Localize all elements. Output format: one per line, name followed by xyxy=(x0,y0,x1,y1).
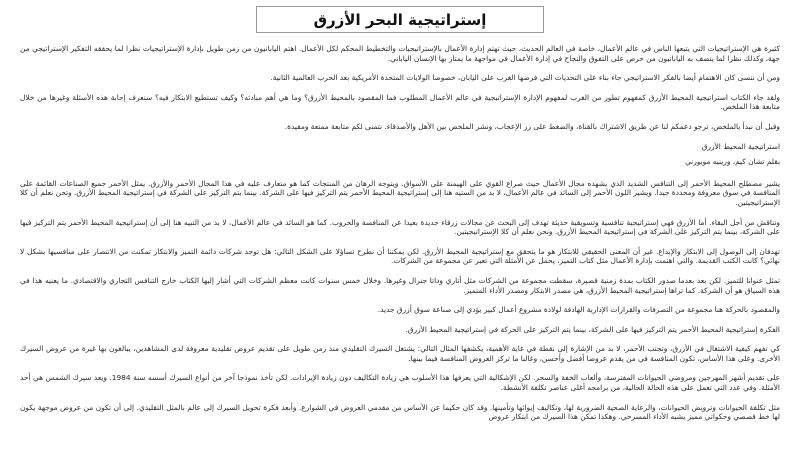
paragraph: ومن أن ننسى كان الاهتمام أيضا بالفكر الاستراتيجي جاء بناء على التحديات التي فرضها الغرب على اليابان، خصوصا الولايات المتحدة الأمريكية بعد الحرب العالمية الثانية. xyxy=(270,73,780,83)
author-line: بقلم تشان كيم، ورينيه موبورني xyxy=(685,157,780,167)
book-name: استراتيجية المحيط الأزرق xyxy=(701,141,780,151)
paragraph: مثل تكلفة الحيوانات وترويض الحيوانات، والرعاية الصحية الضرورية لها، وتكاليف إيوائها وتأمينها. وقد كان حكيما عن الأساس من مقدمي العروض في الشوارع. وأبعد فكرة تحويل السيرك إلى عالم بالمثل التقليدي. إلى أن تكون من عروض موجهة يكون لها خط قصصي وحكواتي مميز يشبه الأداء المسرحي. وهكذا تمكن هذا السيرك من ابتكار عروض xyxy=(20,402,780,422)
paragraph: كي تفهم كيفية الاشتغال في الأزرق، وتجنب الأحمر، لا بد من الإشارة إلى نقطة في غاية الأهمية، يكشفها المثال التالي: يشتغل السيرك التقليدي منذ زمن طويل على تقديم عروض تقليدية معروفة لدى المشاهدين، يبالغون بها غيرة من عروض السيرك الأخرى. وعلى هذا الأساس، تكون المنافسة في من يقدم عروضا أفضل وأحسن، وغالبا ما تركز العروض المنافسة فيما بينها. xyxy=(20,344,780,363)
paragraph: كثيرة هي الإستراتيجيات التي يتبعها الناس في عالم الأعمال، خاصة في العالم الحديث، حيث تهتم إدارة الأعمال بالإستراتيجيات والتخطيط المحكم لكل الأعمال. اهتم اليابانيون من زمن طويل بإدارة الإستراتيجيات نظرا لما يحققه التفكير الإستراتيجي من جهة، وكذلك نظرا لما يتصف به اليابانيون من حرص على التفوق والنجاح في إدارة الأعمال في مواجهة ما يمتاز بها الإنسان الياباني. xyxy=(20,44,780,63)
paragraph: تمثل عنوانا للتميز. لكن بعد بعدما صدور الكتاب بمدة زمنية قصيرة، سقطت مجموعة من الشركات مثل أتاري وداتا جنرال وغيرها. وخلال خمس سنوات كانت معظم الشركات التي أشار إليها الكتاب خارج التنافس التجاري والاقتصادي. ما يعنيه هذا في هذه السياق هو أن الشركة. كما تراها إستراتيجية المحيط الأزرق، هي مصدر الابتكار ومصدر الأداء المتميز. xyxy=(20,275,780,295)
paragraph: وقبل أن نبدأ بالملخص، ترجو دعمكم لنا عن طريق الاشتراك بالقناة، والضغط على زر الإعجاب، ونشر الملخص بين الأهل والأصدقاء. نتمنى لكم متابعة ممتعة ومفيدة. xyxy=(284,121,780,131)
paragraph: والمقصود بالحركة هنا مجموعة من التصرفات والقرارات الإدارية الهادفة لولادة مشروع أعمال كبير يؤدي إلى صناعة سوق أزرق جديد. xyxy=(377,305,780,315)
paragraph: وتناقش من أجل البقاء. أما الأزرق فهي إستراتيجية تنافسية وتسويقية حديثة تهدف إلى البحث عن مجالات زرقاء جديدة بعيدا عن المنافسة والحروب. كما هو السائد في عالم الأعمال، لا بد من التبيه هنا إلى أن إستراتيجية المحيط الأحمر يتم التركيز فيها على الشركة، بينما يتم التركيز على الشركة في إستراتيجية المحيط الأزرق. ونحن نعلم أن كلا الإستراتيجيتين. xyxy=(20,217,780,237)
document-title: إستراتيجية البحر الأزرق xyxy=(256,6,544,33)
paragraph: ولقد جاء الكتاب استراتيجية المحيط الأزرق كمفهوم تطور من الغرب لمفهوم الإدارة الإستراتيجية في عالم الأعمال المطلوب فما المقصود بالمحيط الأزرق؟ وما هي أهم مبادئه؟ وكيف تستطيع الابتكار فيه؟ سنعرف إجابة هذه الأسئلة وغيرها من خلال متابعة هذا الملخص. xyxy=(20,92,780,112)
paragraph: تهدفان إلى الوصول إلى الابتكار والإبداع. غير أن المعنى الحقيقي للابتكار هو ما يتحقق مع إستراتيجية المحيط الأزرق. لكن يمكننا أن نطرح تساؤلا على الشكل التالي: هل توجد شركات دائمة التميز والابتكار تمكنت من الانتصار على منافسيها بشكل لا نهائي؟ كانت الكتب القديمة. والتي اهتمت بإدارة الأعمال مثل كتاب التميز، يحمل عن الأمثلة التي تعبر عن مجموعة من الشركات. xyxy=(20,246,780,266)
paragraph: على تقديم أشهر المهرجين ومروضي الحيوانات المفترسة، وألعاب الخفة والسحر. لكن الإشكالية التي يعرفها هذا الأسلوب هي زيادة التكاليف دون زيادة الإيرادات. لكن تأخذ نموذجا آخر من أنواع السيرك أسسه سنة 1984. ويعد سيرك الشمس هي أحد الأمثلة. وفي عدد التي تعمل على هذه الحالة الحالية، من برامجه أغلى عناصر تكلفة الأنشطة. xyxy=(20,373,780,393)
document-body xyxy=(20,44,780,432)
paragraph: الفكرة إستراتيجية المحيط الأحمر يتم التركيز فيها على الشركة، بينما يتم التركيز على الحركة في إستراتيجية المحيط الأزرق. xyxy=(405,324,780,334)
paragraph: يشير مصطلح المحيط الأحمر إلى التنافس الشديد الذي يشهده مجال الأعمال حيث صراع القوي على الهيمنة على الأسواق. ويتوجه الرهان من المنتجات كما هو متعارف عليه في هذا المجال الأحمر والأزرق. يمثل الأحمر جميع الصناعات القائمة على المنافسة في سوق معروفة ومحددة جيدا. ويشير اللون الأحمر إلى السائد في عالم الأعمال، لا بد من الستيه هنا إلى إستراتيجية المحيط الأحمر يتم التركيز فيها على الشركة. بينما يتم التركيز على الشركة في إستراتيجية المحيط الأزرق. وتحن نعلم أن كلا الإستراتيجيتين. xyxy=(20,178,780,207)
